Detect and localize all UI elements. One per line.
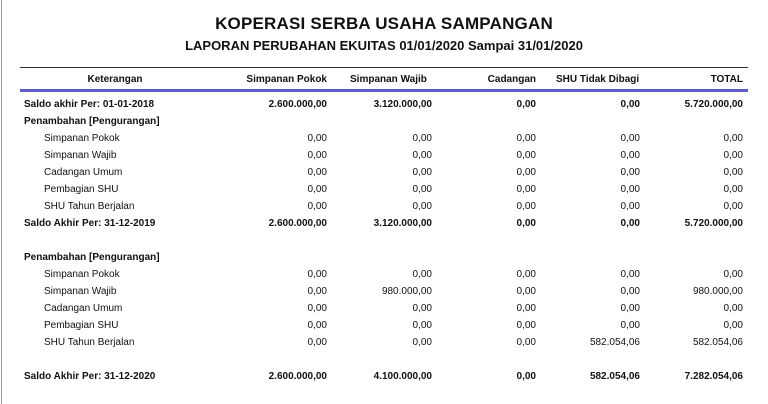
cell-total: 5.720.000,00	[684, 99, 743, 110]
header-total: TOTAL	[710, 74, 743, 85]
table-row	[20, 198, 748, 215]
cell-total: 0,00	[723, 269, 743, 280]
header-simpanan-pokok: Simpanan Pokok	[246, 74, 327, 85]
cell-simpanan-wajib: 0,00	[412, 133, 432, 144]
cell-simpanan-wajib: 4.100.000,00	[373, 371, 432, 382]
cell-simpanan-pokok: 0,00	[307, 303, 327, 314]
cell-shu-tidak-dibagi: 0,00	[620, 218, 640, 229]
row-label: Cadangan Umum	[44, 303, 123, 314]
cell-cadangan: 0,00	[516, 150, 536, 161]
cell-simpanan-pokok: 0,00	[307, 150, 327, 161]
table-row	[20, 300, 748, 317]
cell-simpanan-pokok: 2.600.000,00	[268, 371, 327, 382]
cell-cadangan: 0,00	[516, 201, 536, 212]
cell-cadangan: 0,00	[516, 133, 536, 144]
cell-simpanan-wajib: 3.120.000,00	[373, 99, 432, 110]
cell-simpanan-pokok: 0,00	[307, 320, 327, 331]
header-simpanan-wajib: Simpanan Wajib	[350, 74, 427, 85]
cell-shu-tidak-dibagi: 582.054,06	[589, 337, 640, 348]
row-label: SHU Tahun Berjalan	[44, 201, 135, 212]
cell-simpanan-pokok: 0,00	[307, 337, 327, 348]
table-row	[20, 232, 748, 249]
cell-shu-tidak-dibagi: 0,00	[620, 133, 640, 144]
cell-cadangan: 0,00	[516, 99, 536, 110]
table-row	[20, 249, 748, 266]
cell-cadangan: 0,00	[516, 269, 536, 280]
row-label: Simpanan Pokok	[44, 133, 120, 144]
report-subtitle: LAPORAN PERUBAHAN EKUITAS 01/01/2020 Sampai 31/01/2020	[185, 38, 583, 53]
cell-shu-tidak-dibagi: 0,00	[620, 286, 640, 297]
cell-simpanan-wajib: 0,00	[412, 269, 432, 280]
row-label: Penambahan [Pengurangan]	[24, 116, 160, 127]
row-label: Pembagian SHU	[44, 184, 119, 195]
cell-total: 7.282.054,06	[684, 371, 743, 382]
cell-total: 980.000,00	[692, 286, 743, 297]
table-row	[20, 181, 748, 198]
row-label: Saldo akhir Per: 01-01-2018	[24, 99, 155, 110]
cell-total: 0,00	[723, 320, 743, 331]
cell-simpanan-pokok: 0,00	[307, 269, 327, 280]
table-row	[20, 96, 748, 113]
table-row	[20, 147, 748, 164]
cell-simpanan-wajib: 0,00	[412, 167, 432, 178]
cell-simpanan-wajib: 0,00	[412, 201, 432, 212]
cell-total: 0,00	[723, 150, 743, 161]
cell-total: 5.720.000,00	[684, 218, 743, 229]
cell-total: 582.054,06	[692, 337, 743, 348]
cell-total: 0,00	[723, 184, 743, 195]
table-row	[20, 368, 748, 385]
table-header	[20, 67, 748, 92]
cell-shu-tidak-dibagi: 0,00	[620, 303, 640, 314]
header-cadangan: Cadangan	[487, 74, 536, 85]
cell-simpanan-wajib: 0,00	[412, 337, 432, 348]
header-keterangan: Keterangan	[87, 74, 143, 85]
cell-simpanan-pokok: 0,00	[307, 286, 327, 297]
header-shu-tidak-dibagi: SHU Tidak Dibagi	[556, 74, 640, 85]
row-label: SHU Tahun Berjalan	[44, 337, 135, 348]
cell-cadangan: 0,00	[516, 320, 536, 331]
cell-simpanan-wajib: 980.000,00	[381, 286, 432, 297]
cell-simpanan-pokok: 0,00	[307, 133, 327, 144]
cell-simpanan-wajib: 0,00	[412, 303, 432, 314]
report-title: KOPERASI SERBA USAHA SAMPANGAN	[215, 14, 553, 33]
cell-simpanan-wajib: 0,00	[412, 320, 432, 331]
cell-cadangan: 0,00	[516, 167, 536, 178]
cell-cadangan: 0,00	[516, 303, 536, 314]
cell-simpanan-wajib: 3.120.000,00	[373, 218, 432, 229]
cell-total: 0,00	[723, 303, 743, 314]
cell-simpanan-pokok: 2.600.000,00	[268, 218, 327, 229]
table-row	[20, 283, 748, 300]
cell-shu-tidak-dibagi: 0,00	[620, 184, 640, 195]
table-row	[20, 215, 748, 232]
cell-total: 0,00	[723, 201, 743, 212]
row-label: Pembagian SHU	[44, 320, 119, 331]
cell-simpanan-pokok: 0,00	[307, 184, 327, 195]
cell-cadangan: 0,00	[516, 184, 536, 195]
row-label: Saldo Akhir Per: 31-12-2020	[24, 371, 156, 382]
cell-simpanan-wajib: 0,00	[412, 150, 432, 161]
cell-shu-tidak-dibagi: 0,00	[620, 150, 640, 161]
cell-cadangan: 0,00	[516, 337, 536, 348]
row-label: Cadangan Umum	[44, 167, 123, 178]
cell-shu-tidak-dibagi: 0,00	[620, 269, 640, 280]
cell-cadangan: 0,00	[516, 371, 536, 382]
table-row	[20, 266, 748, 283]
table-row	[20, 351, 748, 368]
table-row	[20, 164, 748, 181]
cell-simpanan-pokok: 0,00	[307, 167, 327, 178]
table-row	[20, 317, 748, 334]
row-label: Simpanan Wajib	[44, 150, 117, 161]
cell-cadangan: 0,00	[516, 286, 536, 297]
cell-shu-tidak-dibagi: 0,00	[620, 99, 640, 110]
cell-simpanan-wajib: 0,00	[412, 184, 432, 195]
cell-cadangan: 0,00	[516, 218, 536, 229]
row-label: Simpanan Pokok	[44, 269, 120, 280]
cell-shu-tidak-dibagi: 0,00	[620, 320, 640, 331]
cell-shu-tidak-dibagi: 582.054,06	[589, 371, 640, 382]
page-border	[1, 0, 2, 404]
table-row	[20, 130, 748, 147]
table-row	[20, 334, 748, 351]
cell-simpanan-pokok: 2.600.000,00	[268, 99, 327, 110]
row-label: Saldo Akhir Per: 31-12-2019	[24, 218, 156, 229]
row-label: Penambahan [Pengurangan]	[24, 252, 160, 263]
table-row	[20, 113, 748, 130]
cell-shu-tidak-dibagi: 0,00	[620, 167, 640, 178]
row-label: Simpanan Wajib	[44, 286, 117, 297]
cell-shu-tidak-dibagi: 0,00	[620, 201, 640, 212]
cell-total: 0,00	[723, 133, 743, 144]
cell-simpanan-pokok: 0,00	[307, 201, 327, 212]
cell-total: 0,00	[723, 167, 743, 178]
